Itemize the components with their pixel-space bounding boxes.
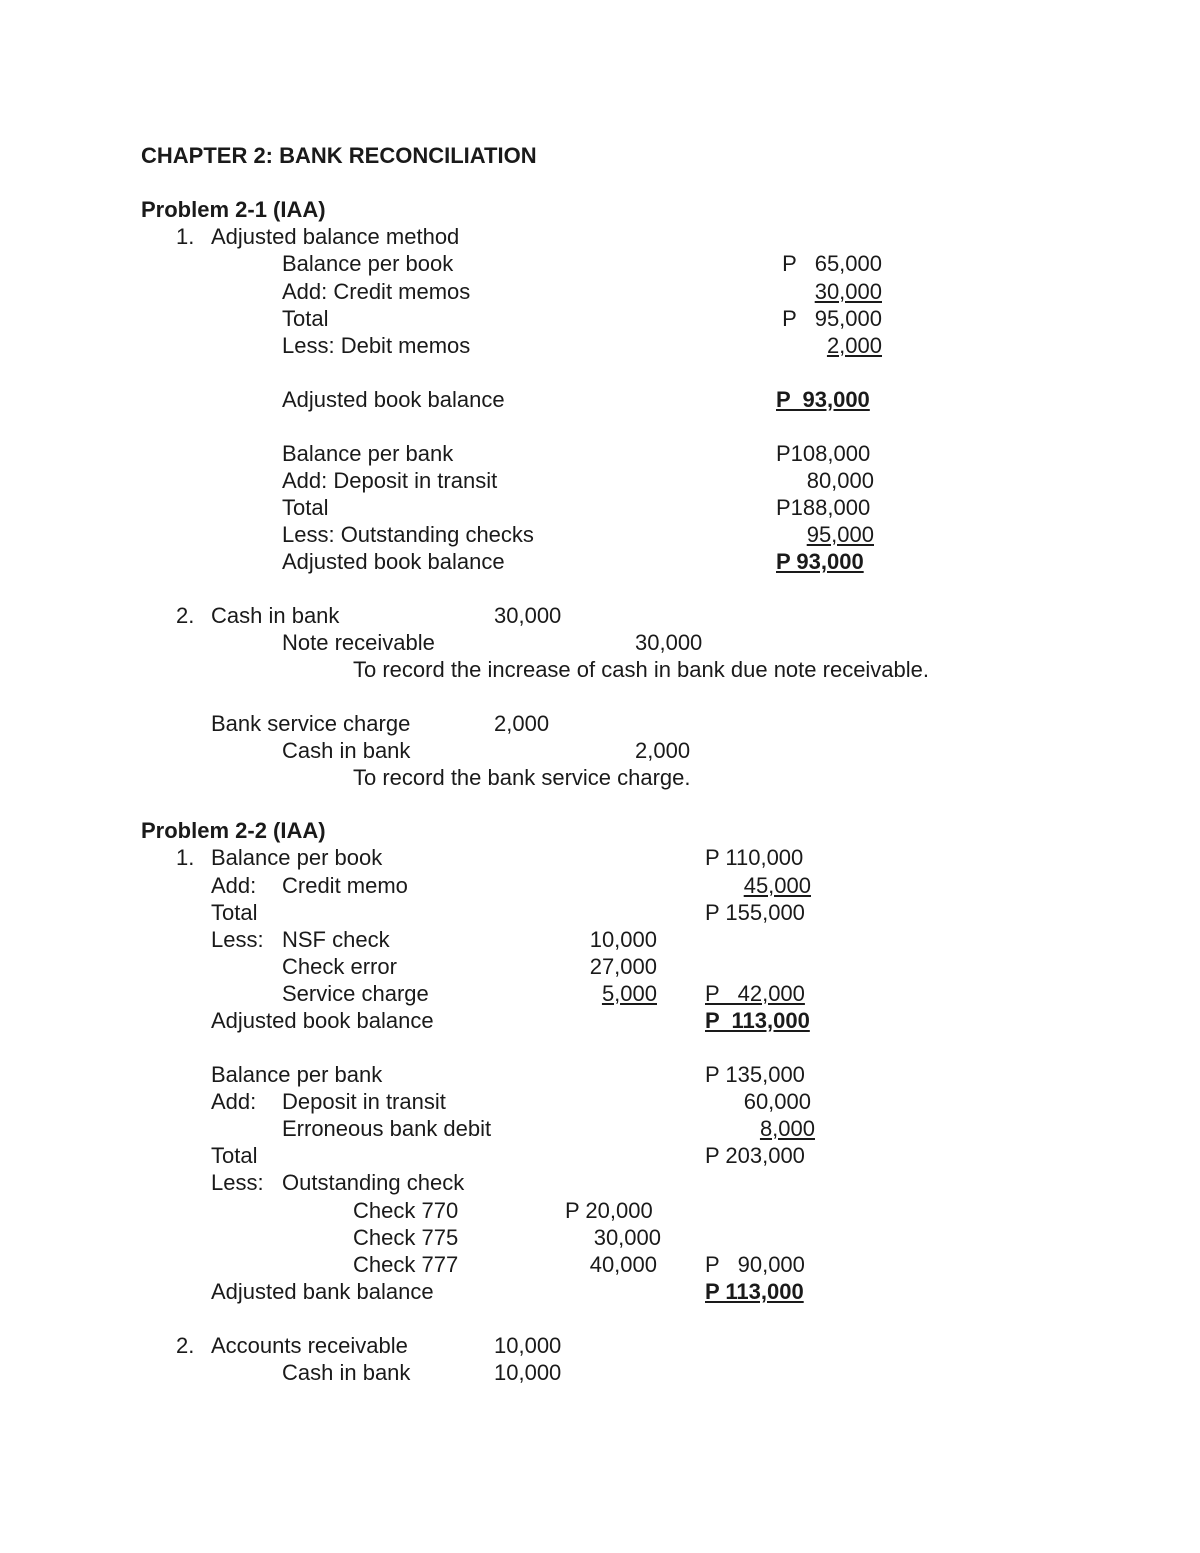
row-amount: 2,000 <box>826 333 882 358</box>
row-label: Erroneous bank debit <box>282 1116 492 1141</box>
less-label: Less: <box>211 1170 264 1195</box>
sub-amount: 30,000 <box>593 1225 661 1250</box>
sub-amount: 5,000 <box>601 981 657 1006</box>
row-amount: P 90,000 <box>705 1252 805 1277</box>
sub-amount: 27,000 <box>589 954 657 979</box>
row-amount: 95,000 <box>806 522 874 547</box>
row-amount: P 65,000 <box>782 251 882 276</box>
add-label: Add: <box>211 873 257 898</box>
item-number: 1. <box>176 224 195 249</box>
less-label: Less: <box>211 927 264 952</box>
row-amount: P 135,000 <box>705 1062 805 1087</box>
row-label: Outstanding check <box>282 1170 465 1195</box>
row-label: Total <box>282 495 329 520</box>
sub-amount: 10,000 <box>589 927 657 952</box>
row-label: Add: Deposit in transit <box>282 468 498 493</box>
row-label: Balance per bank <box>282 441 454 466</box>
je-credit-account: Cash in bank <box>282 738 411 763</box>
row-label: Credit memo <box>282 873 408 898</box>
check-label: Check 775 <box>353 1225 459 1250</box>
row-label: Adjusted book balance <box>282 387 505 412</box>
je-credit-amount: 2,000 <box>635 738 691 763</box>
page-title: CHAPTER 2: BANK RECONCILIATION <box>141 143 537 168</box>
item-number: 2. <box>176 1333 195 1358</box>
row-amount: P 110,000 <box>705 845 804 870</box>
row-amount: P 155,000 <box>705 900 805 925</box>
method-label: Adjusted balance method <box>211 224 460 249</box>
row-label: Total <box>211 1143 258 1168</box>
row-label: Balance per book <box>211 845 383 870</box>
je-debit-amount: 10,000 <box>494 1333 562 1358</box>
je-debit-amount: 30,000 <box>494 603 562 628</box>
je-memo: To record the bank service charge. <box>353 765 691 790</box>
sub-amount: 40,000 <box>589 1252 657 1277</box>
row-label: Balance per book <box>282 251 454 276</box>
check-label: Check 777 <box>353 1252 459 1277</box>
add-label: Add: <box>211 1089 257 1114</box>
row-amount: 30,000 <box>814 279 882 304</box>
row-amount: P 203,000 <box>705 1143 805 1168</box>
row-amount: 80,000 <box>806 468 874 493</box>
row-label: Less: Outstanding checks <box>282 522 534 547</box>
row-amount: 45,000 <box>743 873 811 898</box>
row-label: Adjusted book balance <box>282 549 505 574</box>
je-credit-account: Cash in bank <box>282 1360 411 1385</box>
je-debit-account: Cash in bank <box>211 603 340 628</box>
row-amount: P 95,000 <box>782 306 882 331</box>
row-label: Less: Debit memos <box>282 333 471 358</box>
row-amount: 8,000 <box>759 1116 815 1141</box>
problem-2-2-heading: Problem 2-2 (IAA) <box>141 818 326 843</box>
je-credit-amount: 30,000 <box>635 630 703 655</box>
row-amount: P 42,000 <box>705 981 805 1006</box>
je-debit-account: Bank service charge <box>211 711 411 736</box>
row-label: Total <box>211 900 258 925</box>
check-label: Check 770 <box>353 1198 459 1223</box>
sub-amount: P 20,000 <box>565 1198 653 1223</box>
row-label: Adjusted book balance <box>211 1008 434 1033</box>
row-label: Balance per bank <box>211 1062 383 1087</box>
adjusted-book-total: P 113,000 <box>705 1008 810 1033</box>
row-amount: 60,000 <box>743 1089 811 1114</box>
item-number: 2. <box>176 603 195 628</box>
row-amount: P108,000 <box>776 441 871 466</box>
adjusted-bank-total: P 93,000 <box>776 549 864 574</box>
row-label: Deposit in transit <box>282 1089 446 1114</box>
je-memo: To record the increase of cash in bank due note receivable. <box>353 657 930 682</box>
je-credit-account: Note receivable <box>282 630 435 655</box>
row-label: Service charge <box>282 981 429 1006</box>
row-amount: P188,000 <box>776 495 871 520</box>
je-debit-amount: 2,000 <box>494 711 550 736</box>
je-credit-amount: 10,000 <box>494 1360 562 1385</box>
row-label: Total <box>282 306 329 331</box>
row-label: Adjusted bank balance <box>211 1279 434 1304</box>
problem-2-1-heading: Problem 2-1 (IAA) <box>141 197 326 222</box>
row-label: Add: Credit memos <box>282 279 471 304</box>
row-label: Check error <box>282 954 397 979</box>
je-debit-account: Accounts receivable <box>211 1333 408 1358</box>
adjusted-bank-total: P 113,000 <box>705 1279 804 1304</box>
adjusted-book-total: P 93,000 <box>776 387 870 412</box>
row-label: NSF check <box>282 927 390 952</box>
item-number: 1. <box>176 845 195 870</box>
